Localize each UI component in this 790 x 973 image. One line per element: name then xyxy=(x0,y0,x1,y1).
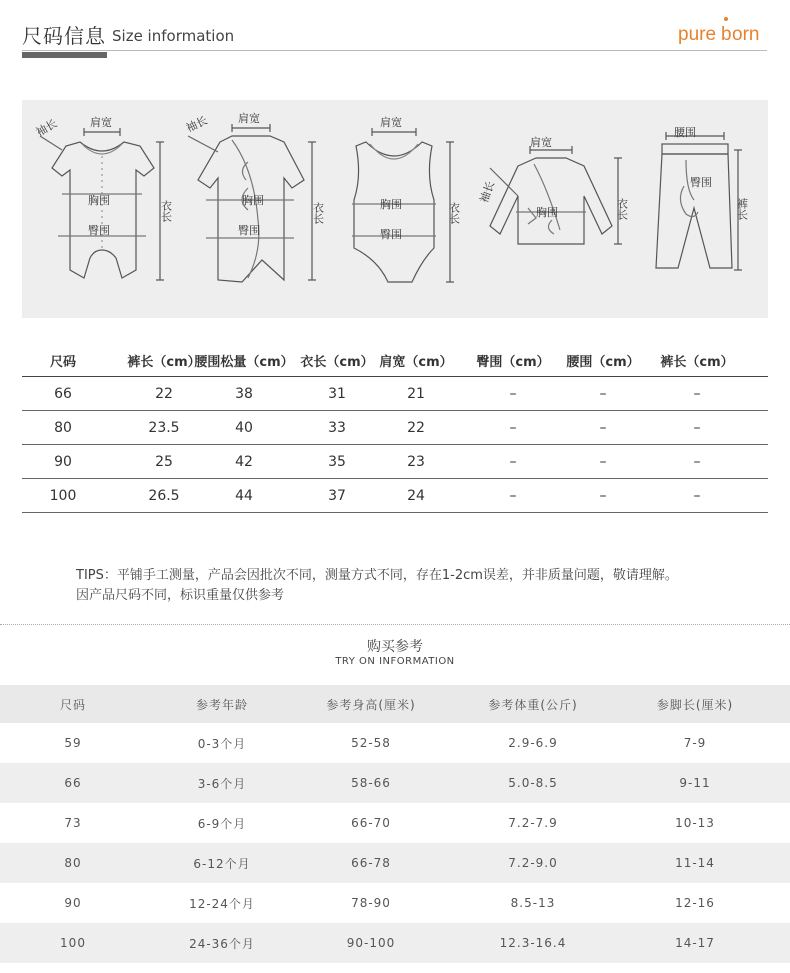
tryon-header-cell: 参考身高(厘米) xyxy=(326,697,416,712)
table-cell: 24-36个月 xyxy=(189,936,255,951)
table-cell: 58-66 xyxy=(351,776,391,790)
table-cell: – xyxy=(599,487,607,504)
label-shoulder-4: 肩宽 xyxy=(530,136,552,149)
kimono-top-diagram xyxy=(490,146,622,244)
table-cell: 25 xyxy=(155,453,173,470)
label-chest-1: 胸围 xyxy=(88,194,110,207)
section-divider xyxy=(0,624,790,625)
tryon-table-header xyxy=(0,685,790,723)
table-cell: 66-70 xyxy=(351,816,391,830)
table-cell: – xyxy=(599,453,607,470)
table-cell: 12-16 xyxy=(675,896,715,910)
table-cell: 66 xyxy=(64,776,82,790)
size-header-cell: 肩宽（cm） xyxy=(379,355,453,370)
table-row xyxy=(22,479,768,513)
table-cell: 10-13 xyxy=(675,816,715,830)
table-cell: 66 xyxy=(54,385,72,402)
table-cell: 33 xyxy=(328,419,346,436)
label-shoulder-2: 肩宽 xyxy=(238,112,260,125)
table-cell: – xyxy=(693,487,701,504)
label-length-4: 衣长 xyxy=(615,198,629,220)
table-cell: 9-11 xyxy=(679,776,711,790)
logo-text-pre: pure xyxy=(678,24,717,45)
table-row xyxy=(0,883,790,923)
size-header-cell: 裤长（cm） xyxy=(127,355,201,370)
label-chest-2: 胸围 xyxy=(242,194,264,207)
table-cell: 37 xyxy=(328,487,346,504)
table-cell: 22 xyxy=(407,419,425,436)
table-cell: 100 xyxy=(49,487,77,504)
label-length-3: 衣长 xyxy=(447,202,461,224)
table-row xyxy=(0,803,790,843)
size-header-cell: 腰围（cm） xyxy=(566,355,640,370)
table-cell: – xyxy=(599,419,607,436)
table-cell: – xyxy=(509,453,517,470)
table-cell: – xyxy=(693,385,701,402)
table-cell: – xyxy=(509,419,517,436)
table-cell: – xyxy=(509,487,517,504)
table-cell: 52-58 xyxy=(351,736,391,750)
table-cell: 24 xyxy=(407,487,425,504)
table-row xyxy=(22,411,768,445)
table-row xyxy=(0,763,790,803)
table-cell: 7.2-9.0 xyxy=(508,856,558,870)
table-cell: 26.5 xyxy=(148,487,180,504)
table-cell: 14-17 xyxy=(675,936,715,950)
table-row xyxy=(0,723,790,763)
label-shoulder-1: 肩宽 xyxy=(90,116,112,129)
label-hip-5: 臀围 xyxy=(690,176,712,189)
header-accent-bar xyxy=(22,52,107,58)
table-row xyxy=(0,843,790,883)
brand-logo xyxy=(678,14,770,48)
label-waist-5: 腰围 xyxy=(674,126,696,139)
table-cell: 0-3个月 xyxy=(197,736,247,751)
tryon-header-cell: 参脚长(厘米) xyxy=(656,697,734,712)
label-sleeve-1: 袖长 xyxy=(33,116,60,140)
table-row xyxy=(22,377,768,411)
label-hip-2: 臀围 xyxy=(238,224,260,237)
table-row xyxy=(22,445,768,479)
table-cell: 7-9 xyxy=(683,736,707,750)
table-cell: 31 xyxy=(328,385,346,402)
table-cell: 22 xyxy=(155,385,173,402)
logo-text-b: b xyxy=(721,24,732,45)
table-row xyxy=(0,923,790,963)
label-sleeve-2: 袖长 xyxy=(184,113,210,135)
table-cell: 8.5-13 xyxy=(510,896,556,910)
size-header-cell: 腰围松量（cm） xyxy=(194,355,294,370)
tryon-subtitle: TRY ON INFORMATION xyxy=(335,656,455,667)
label-hip-1: 臀围 xyxy=(88,224,110,237)
page-title: 尺码信息 xyxy=(22,24,106,48)
tryon-header-cell: 尺码 xyxy=(59,697,86,712)
size-header-cell: 臀围（cm） xyxy=(476,355,550,370)
label-chest-3: 胸围 xyxy=(380,198,402,211)
table-cell: 78-90 xyxy=(351,896,391,910)
table-cell: 5.0-8.5 xyxy=(508,776,558,790)
table-cell: 21 xyxy=(407,385,425,402)
tryon-title: 购买参考 xyxy=(367,639,423,655)
table-cell: 12-24个月 xyxy=(189,896,255,911)
table-cell: 23 xyxy=(407,453,425,470)
sleeveless-bodysuit-diagram xyxy=(352,128,454,282)
label-pants-length-5: 裤长 xyxy=(735,198,749,220)
table-cell: – xyxy=(599,385,607,402)
table-cell: 11-14 xyxy=(675,856,715,870)
pants-diagram xyxy=(656,132,742,270)
table-cell: 42 xyxy=(235,453,253,470)
table-cell: 90-100 xyxy=(346,936,396,950)
label-chest-4: 胸围 xyxy=(536,206,558,219)
table-cell: – xyxy=(693,419,701,436)
tryon-table xyxy=(0,685,790,963)
table-cell: 7.2-7.9 xyxy=(508,816,558,830)
table-cell: 73 xyxy=(64,816,82,830)
table-cell: 12.3-16.4 xyxy=(499,936,567,950)
garment-diagram-panel xyxy=(22,100,768,318)
size-header-cell: 尺码 xyxy=(49,355,76,370)
table-cell: 23.5 xyxy=(148,419,180,436)
label-shoulder-3: 肩宽 xyxy=(380,116,402,129)
table-cell: 100 xyxy=(60,936,86,950)
label-length-1: 衣长 xyxy=(159,200,173,222)
size-header-cell: 衣长（cm） xyxy=(300,355,374,370)
table-cell: 90 xyxy=(64,896,82,910)
table-cell: 2.9-6.9 xyxy=(508,736,558,750)
page-header xyxy=(0,0,790,62)
tryon-header-cell: 参考年龄 xyxy=(195,697,248,712)
table-cell: 35 xyxy=(328,453,346,470)
tips-line-2: 因产品尺码不同，标识重量仅供参考 xyxy=(76,588,285,603)
table-cell: 66-78 xyxy=(351,856,391,870)
table-cell: 80 xyxy=(64,856,82,870)
table-cell: 90 xyxy=(54,453,72,470)
tips-note xyxy=(76,566,678,606)
table-cell: 3-6个月 xyxy=(197,776,247,791)
label-sleeve-4: 袖长 xyxy=(477,179,498,205)
size-table xyxy=(22,345,768,513)
table-cell: 38 xyxy=(235,385,253,402)
table-cell: – xyxy=(693,453,701,470)
size-header-cell: 裤长（cm） xyxy=(660,355,734,370)
page-subtitle: Size information xyxy=(112,27,235,45)
size-table-header xyxy=(22,345,768,377)
garment-diagrams xyxy=(22,100,768,318)
tips-line-1: TIPS：平铺手工测量，产品会因批次不同，测量方式不同，存在1-2cm误差，并非质量问题，敬请理解。 xyxy=(76,568,678,583)
logo-text-post: orn xyxy=(732,24,760,45)
tryon-header-cell: 参考体重(公斤) xyxy=(488,697,578,712)
table-cell: 44 xyxy=(235,487,253,504)
table-cell: 6-12个月 xyxy=(193,856,251,871)
table-cell: 6-9个月 xyxy=(197,816,247,831)
label-length-2: 衣长 xyxy=(311,202,325,224)
header-divider xyxy=(22,50,767,51)
table-cell: 59 xyxy=(64,736,82,750)
table-cell: – xyxy=(509,385,517,402)
label-hip-3: 臀围 xyxy=(380,228,402,241)
table-cell: 40 xyxy=(235,419,253,436)
table-cell: 80 xyxy=(54,419,72,436)
